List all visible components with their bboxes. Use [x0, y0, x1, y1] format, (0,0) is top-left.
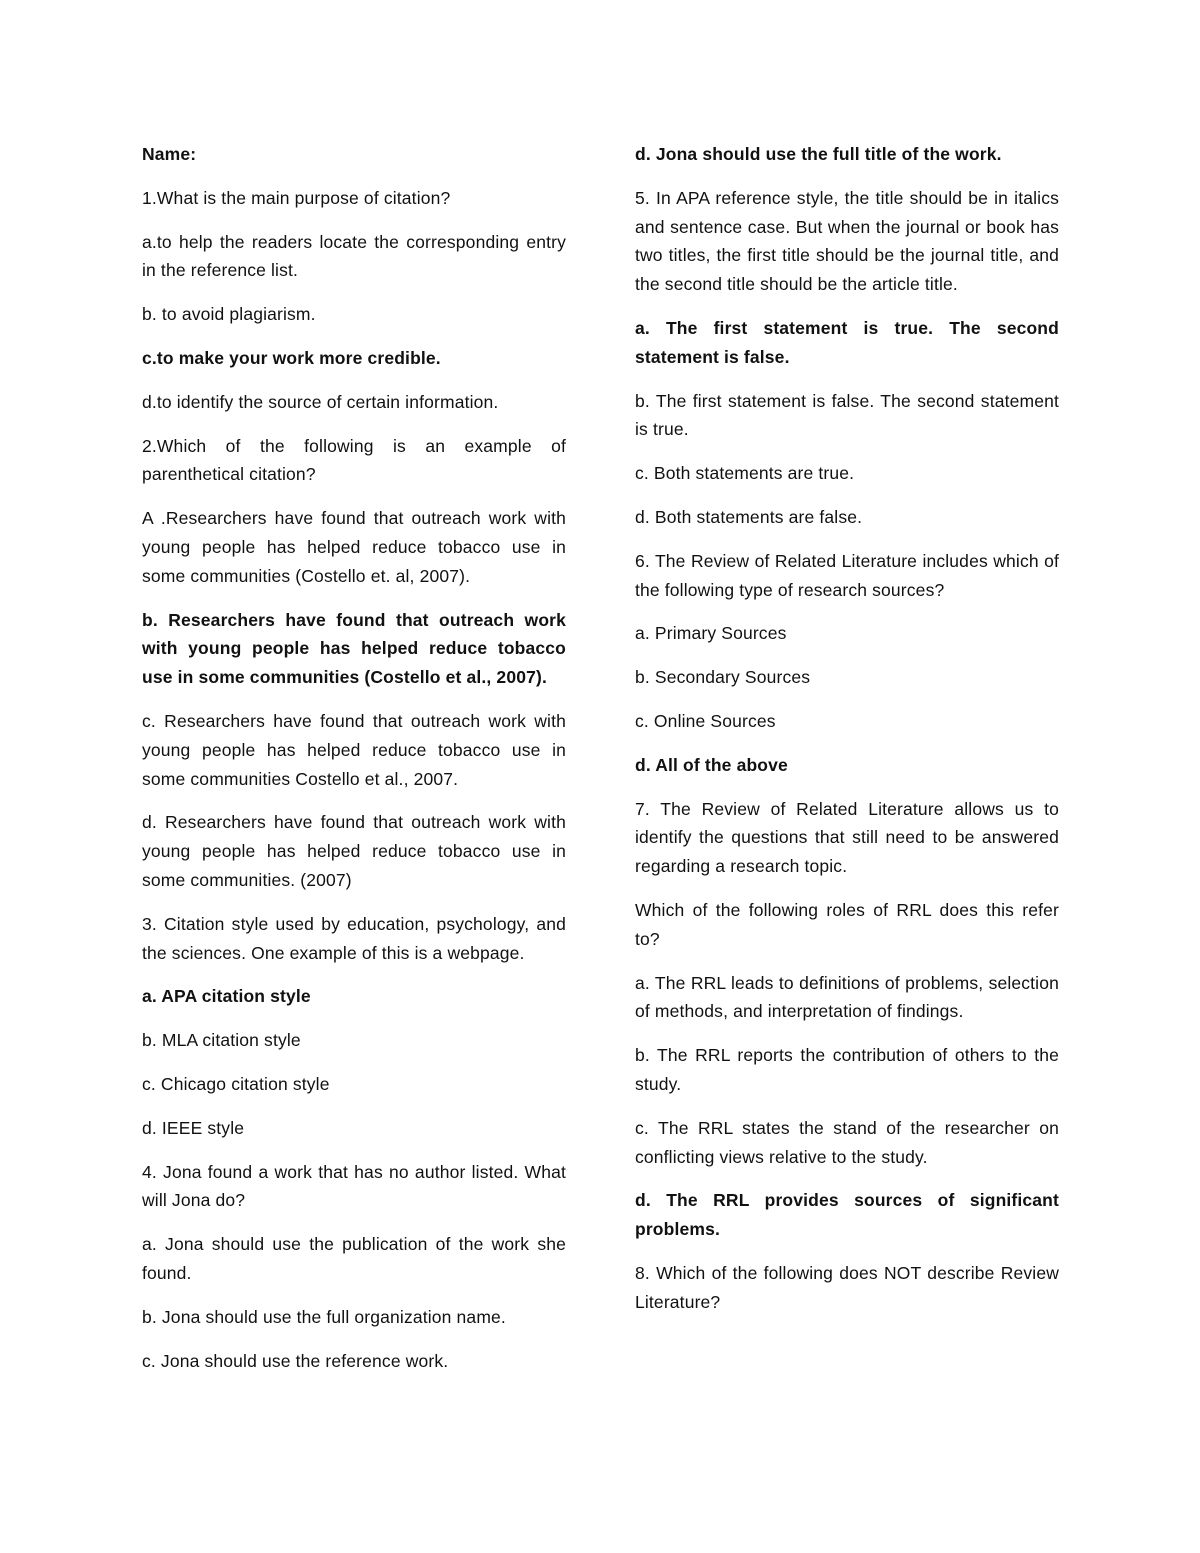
question-4-stem: 4. Jona found a work that has no author listed. What will Jona do?	[142, 1161, 566, 1211]
question-2-option-c: c. Researchers have found that outreach work with young people has helped reduce tobacco use in some communities Costello et al., 2007.	[142, 710, 566, 789]
question-3-option-d: d. IEEE style	[142, 1117, 245, 1138]
question-2-stem: 2.Which of the following is an example of parenthetical citation?	[142, 435, 566, 485]
question-7-option-a: a. The RRL leads to definitions of problems, selection of methods, and interpretation of findings.	[635, 972, 1059, 1022]
question-2-option-b: b. Researchers have found that outreach work with young people has helped reduce tobacco use in some communities (Costello et al., 2007).	[142, 609, 566, 688]
question-5-option-a: a. The first statement is true. The second statement is false.	[635, 317, 1059, 367]
question-1-option-b: b. to avoid plagiarism.	[142, 304, 316, 325]
question-4-option-d: d. Jona should use the full title of the work.	[635, 144, 1002, 164]
question-3-stem: 3. Citation style used by education, psychology, and the sciences. One example of this is a webpage.	[142, 913, 566, 963]
question-8-stem: 8. Which of the following does NOT describe Review Literature?	[635, 1262, 1059, 1312]
question-1-option-c: c.to make your work more credible.	[142, 347, 441, 368]
name-label: Name:	[142, 144, 197, 164]
question-1-option-a: a.to help the readers locate the corresponding entry in the reference list.	[142, 231, 566, 281]
question-3-option-a: a. APA citation style	[142, 986, 311, 1007]
question-7-stem: 7. The Review of Related Literature allows us to identify the questions that still need to be answered regarding a research topic.	[635, 798, 1059, 877]
question-3-option-b: b. MLA citation style	[142, 1030, 301, 1051]
question-3-option-c: c. Chicago citation style	[142, 1073, 330, 1094]
left-column	[142, 140, 566, 1390]
question-5-stem: 5. In APA reference style, the title should be in italics and sentence case. But when the journal or book has two titles, the first title should be the journal title, and the second title should be the article title.	[635, 187, 1059, 295]
question-2-option-d: d. Researchers have found that outreach work with young people has helped reduce tobacco use in some communities. (2007)	[142, 812, 566, 890]
question-4-option-b: b. Jona should use the full organization name.	[142, 1306, 506, 1327]
question-7-option-d: d. The RRL provides sources of significant problems.	[635, 1190, 1059, 1240]
question-6-option-b: b. Secondary Sources	[635, 667, 811, 688]
question-6-option-c: c. Online Sources	[635, 710, 776, 731]
question-7-option-b: b. The RRL reports the contribution of others to the study.	[635, 1045, 1059, 1094]
right-column	[635, 140, 1059, 1332]
question-7-option-c: c. The RRL states the stand of the researcher on conflicting views relative to the study.	[635, 1117, 1059, 1167]
question-1-option-d: d.to identify the source of certain information.	[142, 391, 499, 412]
question-6-stem: 6. The Review of Related Literature includes which of the following type of research sources?	[635, 550, 1059, 600]
question-7-prompt: Which of the following roles of RRL does this refer to?	[635, 899, 1059, 949]
question-4-option-a: a. Jona should use the publication of the work she found.	[142, 1234, 566, 1283]
question-1-stem: 1.What is the main purpose of citation?	[142, 187, 451, 208]
question-2-option-a: A .Researchers have found that outreach work with young people has helped reduce tobacco use in some communities (Costello et. al, 2007).	[142, 508, 566, 586]
question-5-option-d: d. Both statements are false.	[635, 506, 863, 527]
question-5-option-b: b. The first statement is false. The second statement is true.	[635, 390, 1059, 440]
question-5-option-c: c. Both statements are true.	[635, 463, 855, 484]
question-6-option-a: a. Primary Sources	[635, 623, 787, 644]
question-6-option-d: d. All of the above	[635, 754, 788, 775]
question-4-option-c: c. Jona should use the reference work.	[142, 1350, 449, 1371]
